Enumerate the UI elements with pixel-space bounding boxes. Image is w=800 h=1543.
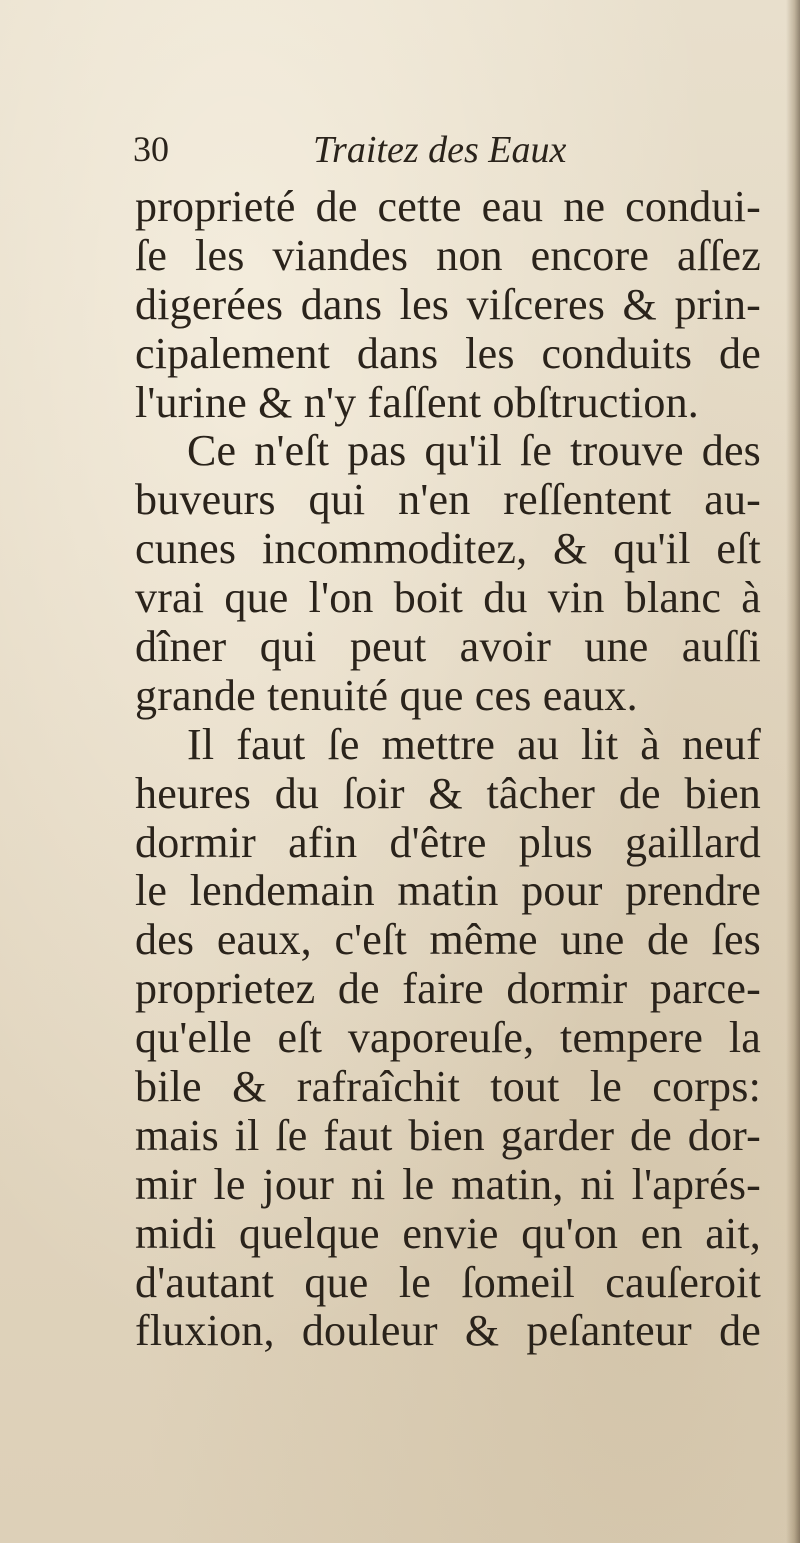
text-line: des eaux, c'eſt même une de ſes [135,915,761,965]
text-line: cunes incommoditez, & qu'il eſt [135,524,761,574]
text-line: cipalement dans les conduits de [135,328,761,378]
page-header [133,128,773,178]
text-line: grande tenuité que ces eaux. [135,670,638,720]
text-line: dîner qui peut avoir une auſſi [135,622,761,672]
text-line: le lendemain matin pour prendre [135,866,761,916]
text-line: fluxion, douleur & peſanteur de [135,1306,761,1356]
page-edge-shadow [786,0,800,1543]
text-line: vrai que l'on boit du vin blanc à [135,573,761,623]
text-line: mir le jour ni le matin, ni l'aprés- [135,1159,761,1209]
text-line: proprietez de faire dormir parce- [135,964,761,1014]
text-line: dormir afin d'être plus gaillard [135,817,761,867]
text-line: Ce n'eſt pas qu'il ſe trouve des [187,426,761,476]
text-line: buveurs qui n'en reſſentent au- [135,475,761,525]
text-line: qu'elle eſt vaporeuſe, tempere la [135,1013,761,1063]
body-text [135,183,761,1356]
text-line: ſe les viandes non encore aſſez [135,230,761,280]
page-number: 30 [133,129,169,169]
text-line: bile & rafraîchit tout le corps: [135,1062,761,1112]
text-line: d'autant que le ſomeil cauſeroit [135,1257,761,1307]
text-line: proprieté de cette eau ne condui- [135,182,761,231]
text-line: l'urine & n'y faſſent obſtruction. [135,377,699,427]
text-line: heures du ſoir & tâcher de bien [135,768,761,818]
running-title: Traitez des Eaux [313,129,567,171]
text-line: midi quelque envie qu'on en ait, [135,1208,761,1258]
text-line: Il faut ſe mettre au lit à neuf [187,719,761,769]
text-line: digerées dans les viſceres & prin- [135,279,761,329]
text-line: mais il ſe faut bien garder de dor- [135,1110,761,1160]
